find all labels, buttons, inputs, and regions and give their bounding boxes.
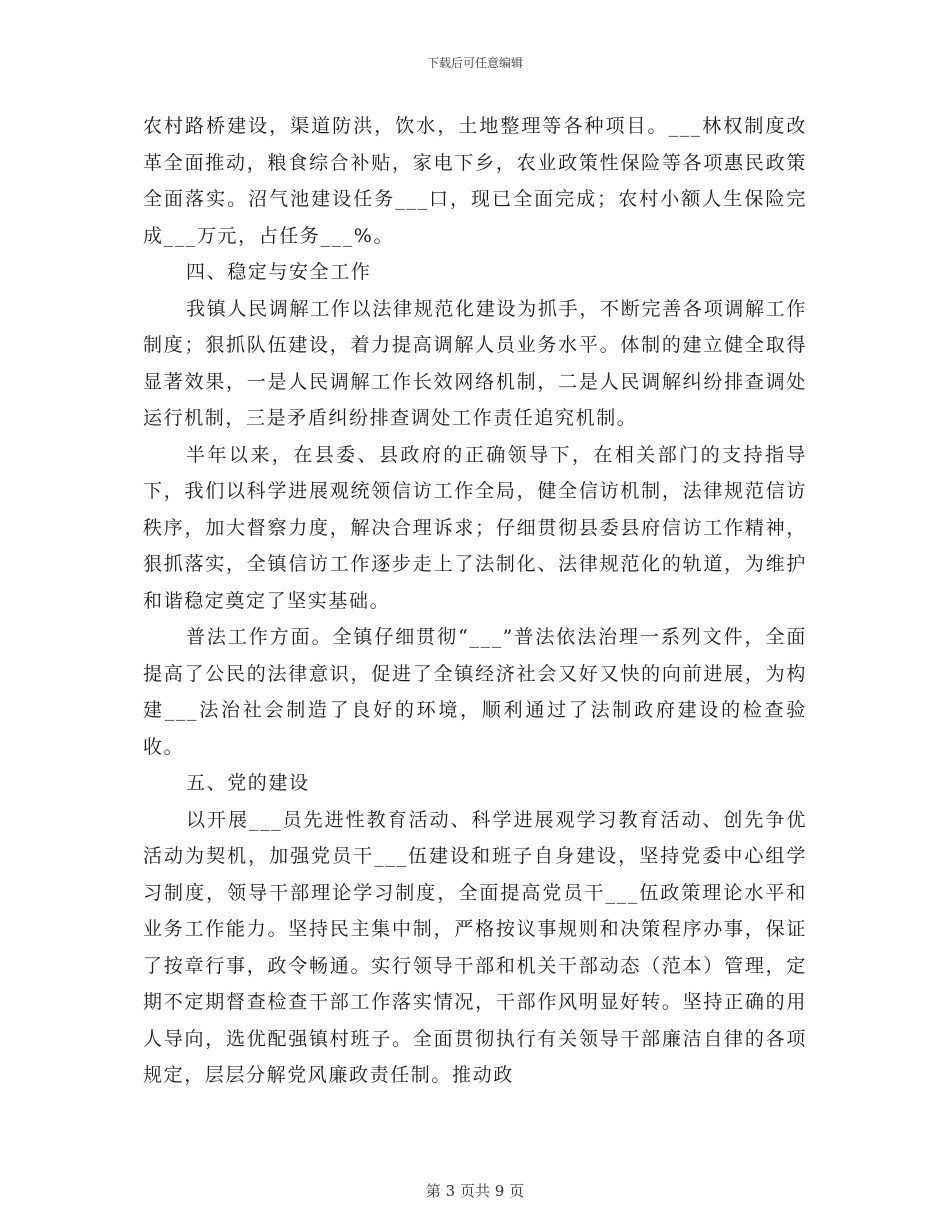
paragraph-rural-projects: 农村路桥建设，渠道防洪，饮水，土地整理等各种项目。___林权制度改革全面推动，粮食综合补贴，家电下乡，农业政策性保险等各项惠民政策全面落实。沼气池建设任务___口，现已全面完成；农村小额人生保险完成___万元，占任务___%。 — [143, 115, 807, 247]
page-footer: 第 3 页共 9 页 — [425, 1182, 525, 1200]
section-heading-stability: 四、稳定与安全工作 — [186, 261, 372, 283]
document-body — [143, 108, 807, 1094]
page-header: 下载后可任意编辑 — [426, 56, 523, 70]
paragraph-legal-education: 普法工作方面。全镇仔细贯彻“___”普法依法治理一系列文件，全面提高了公民的法律意识，促进了全镇经济社会又好又快的向前进展，为构建___法治社会制造了良好的环境，顺利通过了法制政府建设的检查验收。 — [143, 626, 807, 758]
paragraph-mediation: 我镇人民调解工作以法律规范化建设为抓手，不断完善各项调解工作制度；狠抓队伍建设，着力提高调解人员业务水平。体制的建立健全取得显著效果，一是人民调解工作长效网络机制，二是人民调解纠纷排查调处运行机制，三是矛盾纠纷排查调处工作责任追究机制。 — [143, 297, 807, 429]
paragraph-party-building: 以开展___员先进性教育活动、科学进展观学习教育活动、创先争优活动为契机，加强党员干___伍建设和班子自身建设，坚持党委中心组学习制度，领导干部理论学习制度，全面提高党员干___伍政策理论水平和业务工作能力。坚持民主集中制，严格按议事规则和决策程序办事，保证了按章行事，政令畅通。实行领导干部和机关干部动态（范本）管理，定期不定期督查检查干部工作落实情况，干部作风明显好转。坚持正确的用人导向，选优配强镇村班子。全面贯彻执行有关领导干部廉洁自律的各项规定，层层分解党风廉政责任制。推动政 — [143, 808, 807, 1086]
section-heading-party-building: 五、党的建设 — [186, 772, 310, 794]
paragraph-petition: 半年以来，在县委、县政府的正确领导下，在相关部门的支持指导下，我们以科学进展观统领信访工作全局，健全信访机制，法律规范信访秩序，加大督察力度，解决合理诉求；仔细贯彻县委县府信访工作精神，狠抓落实，全镇信访工作逐步走上了法制化、法律规范化的轨道，为维护和谐稳定奠定了坚实基础。 — [143, 443, 807, 612]
